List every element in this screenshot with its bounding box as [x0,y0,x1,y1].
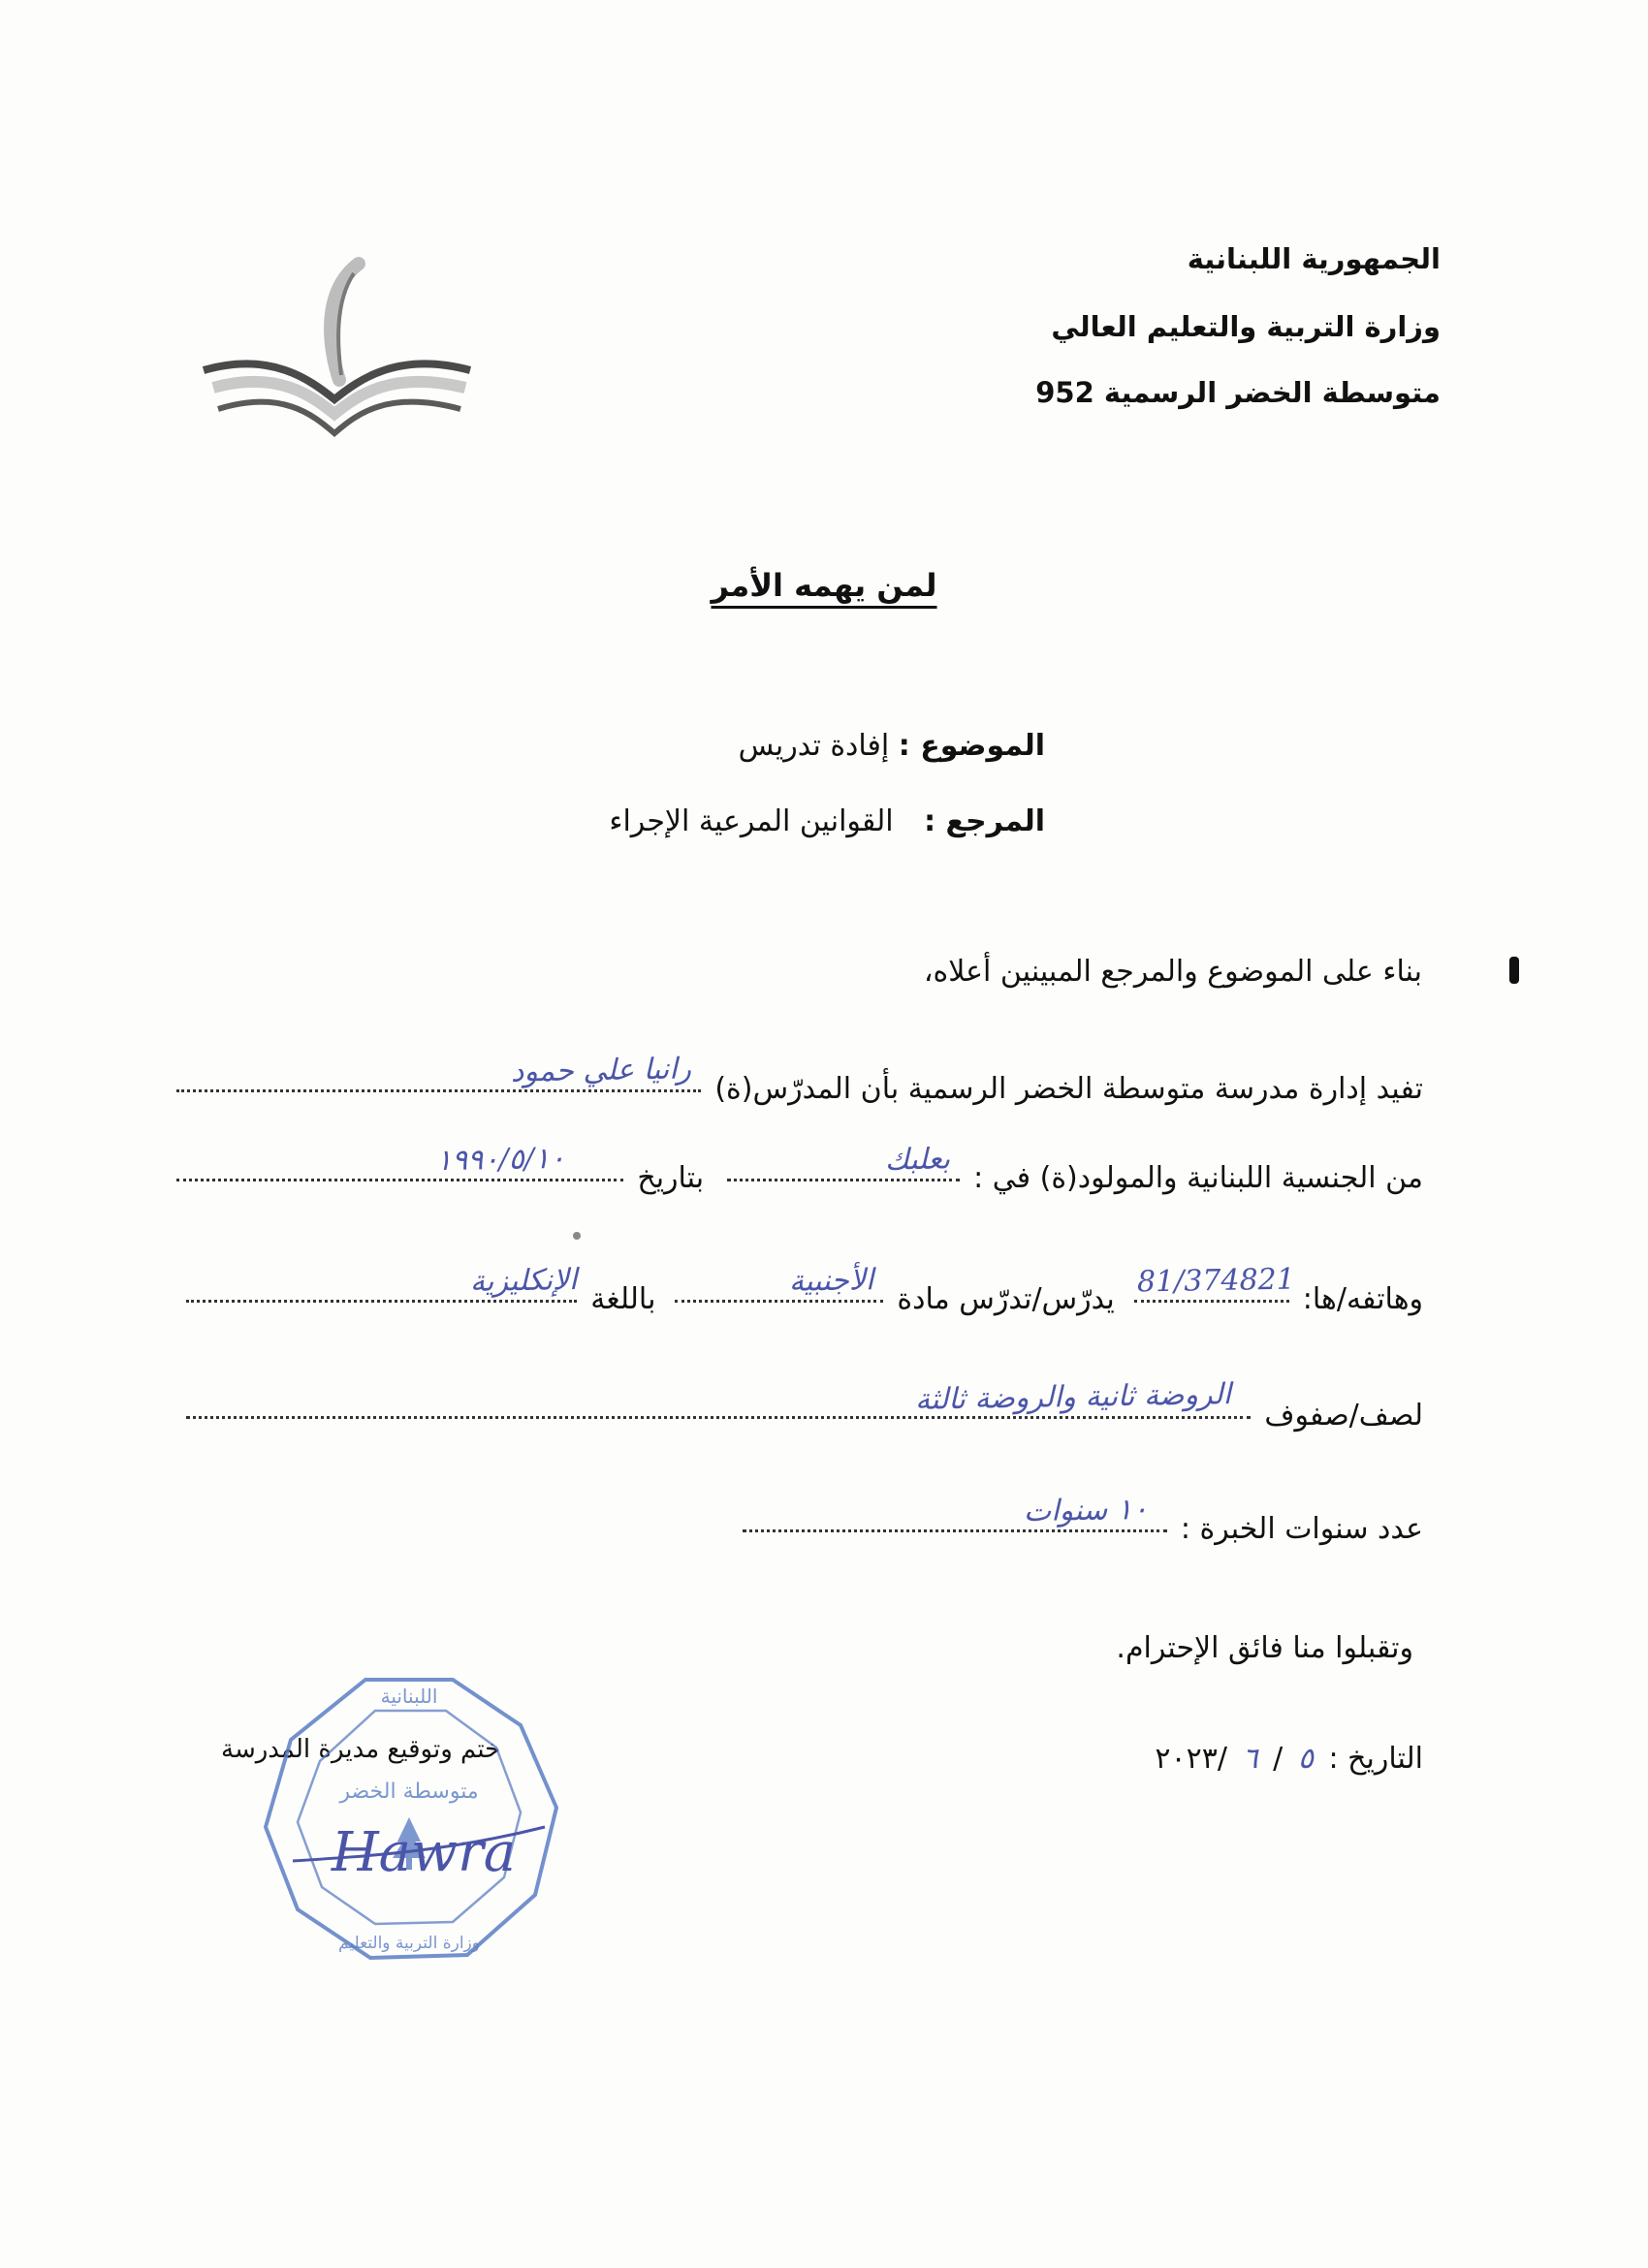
closing-text: وتقبلوا منا فائق الإحترام. [1116,1631,1413,1665]
reference-line [609,804,1045,838]
header-school: متوسطة الخضر الرسمية 952 [1035,376,1441,409]
birth-date-field [176,1141,623,1181]
teaches-subject-label: يدرّس/تدرّس مادة [897,1282,1115,1316]
phone-field [1134,1262,1296,1303]
intro-text: بناء على الموضوع والمرجع المبينين أعلاه، [923,955,1422,989]
contact-line [180,1262,1423,1316]
birth-place-handwritten: بعلبك [884,1142,951,1178]
language-label: باللغة [590,1282,656,1316]
teacher-line [171,1052,1423,1106]
margin-ink-mark [1509,957,1519,984]
subject-line [739,729,1045,763]
birth-place-field [727,1142,960,1181]
date-line [1155,1742,1423,1776]
date-separator: / [1273,1742,1284,1776]
certify-prefix: تفيد إدارة مدرسة متوسطة الخضر الرسمية بأن المدرّس(ة) [714,1072,1423,1106]
signature-handwritten: Hawra [331,1821,517,1884]
stamp-text-top: اللبنانية [380,1685,438,1708]
language-handwritten: الإنكليزية [469,1263,578,1299]
teacher-name-field [176,1052,701,1092]
experience-label: عدد سنوات الخبرة : [1180,1512,1423,1546]
classes-line [180,1377,1423,1433]
document-title: لمن يهمه الأمر [711,567,937,604]
experience-field [743,1492,1167,1532]
date-month: ٦ [1242,1742,1258,1776]
phone-label: وهاتفه/ها: [1302,1282,1423,1316]
classes-label: لصف/صفوف [1264,1399,1423,1433]
classes-field [186,1377,1251,1419]
reference-label: المرجع : [924,804,1045,838]
scan-speck [573,1232,581,1240]
birth-date-handwritten: ١٩٩٠/٥/١٠ [436,1141,566,1179]
classes-handwritten: الروضة ثانية والروضة ثالثة [915,1377,1232,1417]
teacher-name-handwritten: رانيا علي حمود [511,1052,692,1089]
experience-line [737,1492,1423,1546]
signature-label: ختم وتوقيع مديرة المدرسة [221,1735,501,1764]
date-day: ٥ [1297,1742,1314,1776]
ministry-logo-icon [194,254,475,448]
birth-line [171,1141,1423,1195]
school-stamp [254,1672,564,1968]
reference-value: القوانين المرعية الإجراء [609,804,894,838]
phone-handwritten: 81/374821 [1136,1262,1296,1300]
header-ministry: وزارة التربية والتعليم العالي [1051,310,1441,343]
subject-handwritten: الأجنبية [788,1263,874,1299]
stamp-text-mid: متوسطة الخضر [339,1780,479,1804]
subject-value: إفادة تدريس [738,729,890,763]
birth-date-label: بتاريخ [637,1161,705,1195]
subject-label: الموضوع : [898,729,1045,763]
birth-prefix: من الجنسية اللبنانية والمولود(ة) في : [973,1161,1423,1195]
date-year: /٢٠٢٣ [1155,1742,1227,1776]
language-field [186,1263,578,1303]
stamp-text-bottom: وزارة التربية والتعليم [338,1934,480,1953]
header-republic: الجمهورية اللبنانية [1187,242,1441,275]
subject-field [675,1263,883,1303]
experience-handwritten: ١٠ سنوات [1023,1492,1149,1529]
date-label: التاريخ : [1328,1742,1423,1776]
